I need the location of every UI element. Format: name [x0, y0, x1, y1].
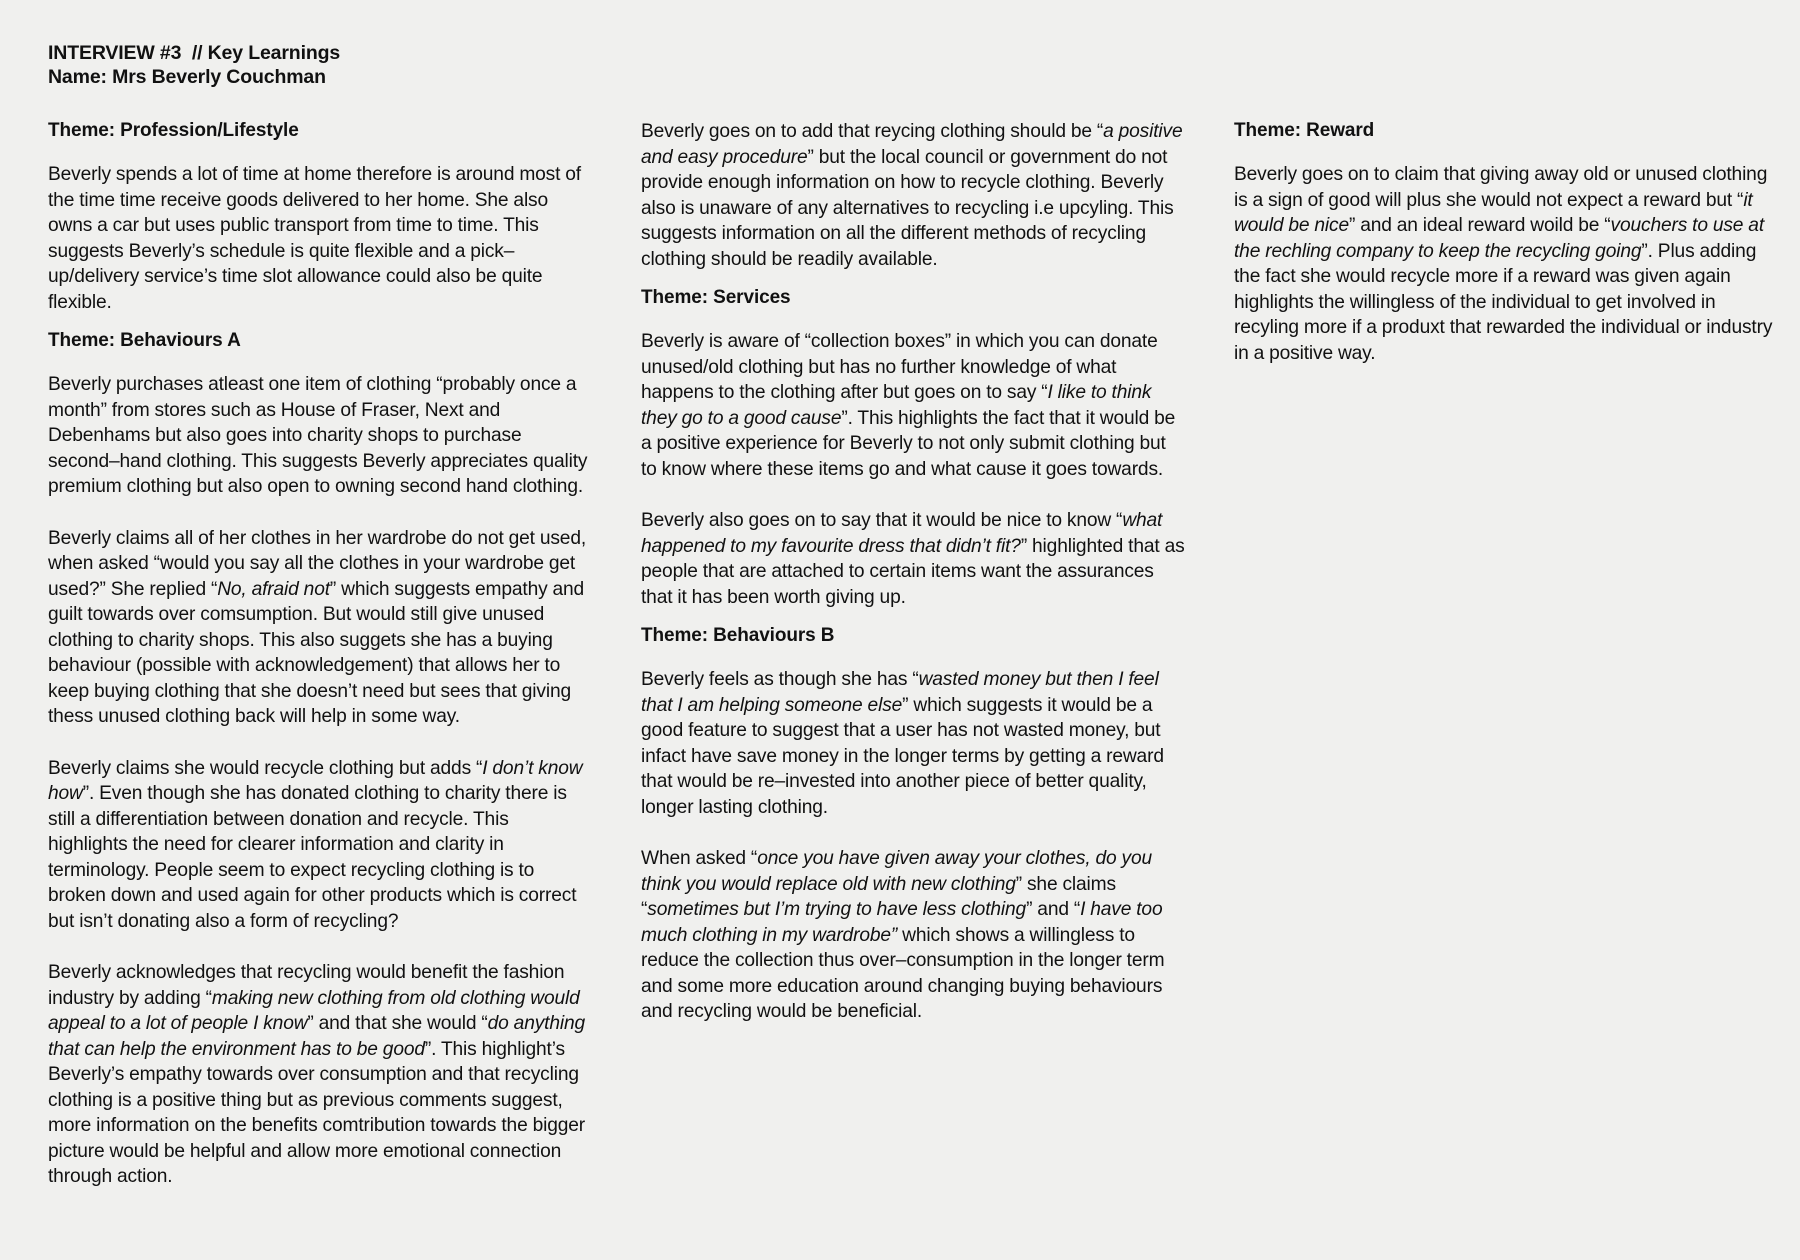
text-column — [48, 119, 593, 1190]
interviewee-name: Name: Mrs Beverly Couchman — [48, 65, 326, 88]
body-text: ”. This highlights the fact that it would be a positive experience for Beverly to not only submit clothing but to know where these items go and what cause it goes towards. — [641, 407, 1176, 480]
body-paragraph — [48, 162, 593, 315]
body-text: Beverly also goes on to say that it would be nice to know “ — [641, 510, 1123, 531]
theme-heading: Theme: Behaviours B — [641, 625, 835, 646]
quote-text: making new clothing from old clothing would appeal to a lot of people I know — [48, 987, 580, 1034]
body-text: Beverly goes on to claim that giving away old or unused clothing is a sign of good will plus she would not expect a reward but “ — [1234, 164, 1768, 211]
quote-text: No, afraid not — [217, 578, 330, 600]
theme-heading: Theme: Behaviours A — [48, 330, 241, 351]
body-text: ” which suggests it would be a good feature to suggest that a user has not wasted money, but infact have save money in the longer terms by getting a reward that would be re–invested into another piece of better quality, longer lasting clothing. — [641, 694, 1164, 818]
body-paragraph — [48, 756, 593, 935]
body-paragraph — [48, 526, 593, 730]
body-text: which shows a willingless to reduce the collection thus over–consumption in the longer term and some more education around changing buying behaviours and recycling would be beneficial. — [641, 924, 1165, 1022]
columns-container — [48, 119, 1773, 1190]
theme-block — [641, 119, 1186, 272]
body-paragraph — [641, 508, 1186, 610]
text-column — [1234, 119, 1779, 366]
body-text: ” and that she would “ — [307, 1013, 488, 1034]
quote-text: once you have given away your clothes, do you think you would replace old with new clothing — [641, 848, 1153, 895]
quote-text: I have too much clothing in my wardrobe” — [641, 899, 1163, 946]
quote-text: a positive and easy procedure — [641, 121, 1183, 168]
body-paragraph — [1234, 162, 1779, 366]
body-paragraph — [641, 119, 1186, 272]
body-paragraph — [641, 846, 1186, 1025]
body-text: Beverly is aware of “collection boxes” in which you can donate unused/old clothing but has no further knowledge of what happens to the clothing after but goes on to say “ — [641, 331, 1158, 403]
body-text: ”. Even though she has donated clothing to charity there is still a differentiation between donation and recycle. This highlights the need for clearer information and clarity in terminology. People seem to expect recycling clothing is to broken down and used again for other products which is correct but isn’t donating also a form of recycling? — [48, 783, 577, 932]
body-text: Beverly feels as though she has “ — [641, 669, 919, 690]
body-paragraph — [641, 329, 1186, 482]
theme-heading: Theme: Profession/Lifestyle — [48, 120, 299, 141]
quote-text: it would be nice — [1234, 189, 1753, 236]
body-text: Beverly acknowledges that recycling would benefit the fashion industry by adding “ — [48, 962, 565, 1009]
interview-title: INTERVIEW #3 // Key Learnings — [48, 42, 341, 64]
quote-text: wasted money but then I feel that I am helping someone else — [641, 669, 1159, 716]
body-text: When asked “ — [641, 848, 758, 869]
body-paragraph — [48, 960, 593, 1190]
text-column — [641, 119, 1186, 1025]
theme-heading: Theme: Reward — [1234, 120, 1375, 141]
quote-text: I don’t know how — [48, 757, 583, 804]
body-text: ” and “ — [1026, 899, 1081, 920]
body-text: Beverly claims all of her clothes in her wardrobe do not get used, when asked “would you say all the clothes in your wardrobe get used?” She replied “ — [48, 527, 587, 600]
body-text: Beverly claims she would recycle clothing but adds “ — [48, 757, 483, 779]
quote-text: I like to think they go to a good cause — [641, 382, 1152, 429]
body-paragraph — [48, 372, 593, 500]
body-text: Beverly spends a lot of time at home therefore is around most of the time time receive goods delivered to her home. She also owns a car but uses public transport from time to time. This suggests Beverly’s schedule is quite flexible and a pick–up/delivery service’s time slot allowance could also be quite flexible. — [48, 164, 581, 313]
theme-heading: Theme: Services — [641, 287, 791, 308]
quote-text: do anything that can help the environment has to be good — [48, 1013, 586, 1060]
quote-text: what happened to my favourite dress that didn’t fit? — [641, 510, 1163, 557]
theme-block — [48, 119, 593, 315]
body-text: ” and an ideal reward woild be “ — [1349, 215, 1611, 236]
document-header — [48, 42, 1752, 89]
theme-block — [641, 624, 1186, 1025]
body-text: ” highlighted that as people that are attached to certain items want the assurances that it has been worth giving up. — [641, 535, 1185, 608]
body-text: ” but the local council or government do not provide enough information on how to recycle clothing. Beverly also is unaware of any alternatives to recycling i.e upcyling. This suggests information on all the different methods of recycling clothing should be readily available. — [641, 146, 1174, 270]
body-text: Beverly purchases atleast one item of clothing “probably once a month” from stores such as House of Fraser, Next and Debenhams but also goes into charity shops to purchase second–hand clothing. This suggests Beverly appreciates quality premium clothing but also open to owning second hand clothing. — [48, 374, 588, 497]
body-text: ”. Plus adding the fact she would recycle more if a reward was given again highlights the willingless of the individual to get involved in recyling more if a produxt that rewarded the individual or industry in a positive way. — [1234, 240, 1773, 364]
theme-block — [48, 329, 593, 1190]
quote-text: vouchers to use at the rechling company to keep the recycling going — [1234, 215, 1765, 262]
quote-text: sometimes but I’m trying to have less clothing — [647, 899, 1027, 920]
body-text: ” which suggests empathy and guilt towards over comsumption. But would still give unused clothing to charity shops. This also suggets she has a buying behaviour (possible with acknowledgement) that allows her to keep buying clothing that she doesn’t need but sees that giving thess unused clothing back will help in some way. — [48, 578, 585, 727]
theme-block — [641, 286, 1186, 610]
body-text: ”. This highlight’s Beverly’s empathy towards over consumption and that recycling clothing is a positive thing but as previous comments suggest, more information on the benefits comtribution towards the bigger picture would be helpful and allow more emotional connection through action. — [48, 1038, 586, 1187]
body-paragraph — [641, 667, 1186, 820]
body-text: Beverly goes on to add that reycing clothing should be “ — [641, 121, 1104, 142]
body-text: ” she claims “ — [641, 873, 1116, 920]
theme-block — [1234, 119, 1779, 366]
